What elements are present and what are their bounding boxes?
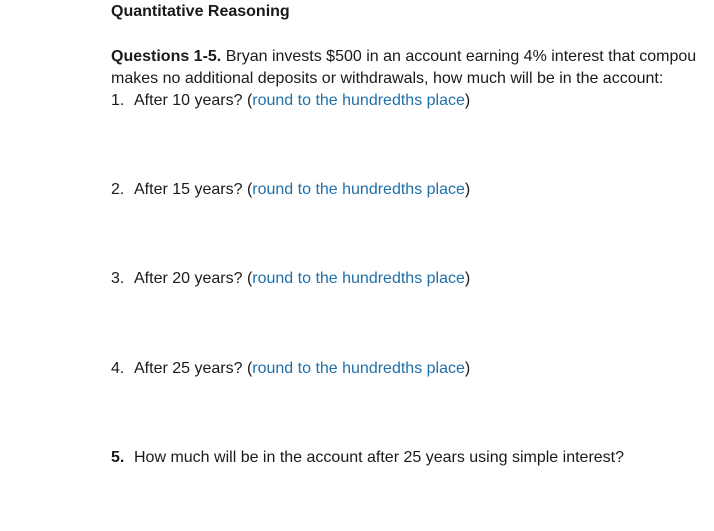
question-number: 4. bbox=[111, 360, 125, 377]
question-text: How much will be in the account after 25 years using simple interest? bbox=[134, 449, 625, 466]
intro-label: Questions 1-5. bbox=[111, 48, 222, 65]
question-5 bbox=[111, 447, 624, 469]
intro-line-2: makes no additional deposits or withdrawals, how much will be in the account: bbox=[111, 70, 664, 87]
question-close: ) bbox=[464, 181, 471, 198]
document-page bbox=[111, 0, 714, 531]
question-number: 3. bbox=[111, 270, 125, 287]
question-text: After 25 years? ( bbox=[134, 360, 253, 377]
intro-line-1 bbox=[111, 46, 714, 68]
document-heading: Quantitative Reasoning bbox=[111, 3, 290, 20]
question-text: After 20 years? ( bbox=[134, 270, 253, 287]
question-number: 2. bbox=[111, 181, 125, 198]
question-4 bbox=[111, 358, 470, 380]
question-number: 1. bbox=[111, 92, 125, 109]
question-hint: round to the hundredths place bbox=[252, 181, 465, 198]
question-close: ) bbox=[464, 270, 471, 287]
question-close: ) bbox=[464, 360, 471, 377]
question-text: After 10 years? ( bbox=[134, 92, 253, 109]
question-3 bbox=[111, 268, 470, 290]
question-hint: round to the hundredths place bbox=[252, 270, 465, 287]
question-hint: round to the hundredths place bbox=[252, 360, 465, 377]
question-2 bbox=[111, 179, 470, 201]
question-close: ) bbox=[464, 92, 471, 109]
intro-text-1: Bryan invests $500 in an account earning 4% interest that compou bbox=[221, 48, 697, 65]
question-hint: round to the hundredths place bbox=[252, 92, 465, 109]
question-text: After 15 years? ( bbox=[134, 181, 253, 198]
question-number: 5. bbox=[111, 449, 125, 466]
question-1 bbox=[111, 90, 470, 112]
questions-intro bbox=[111, 46, 714, 90]
